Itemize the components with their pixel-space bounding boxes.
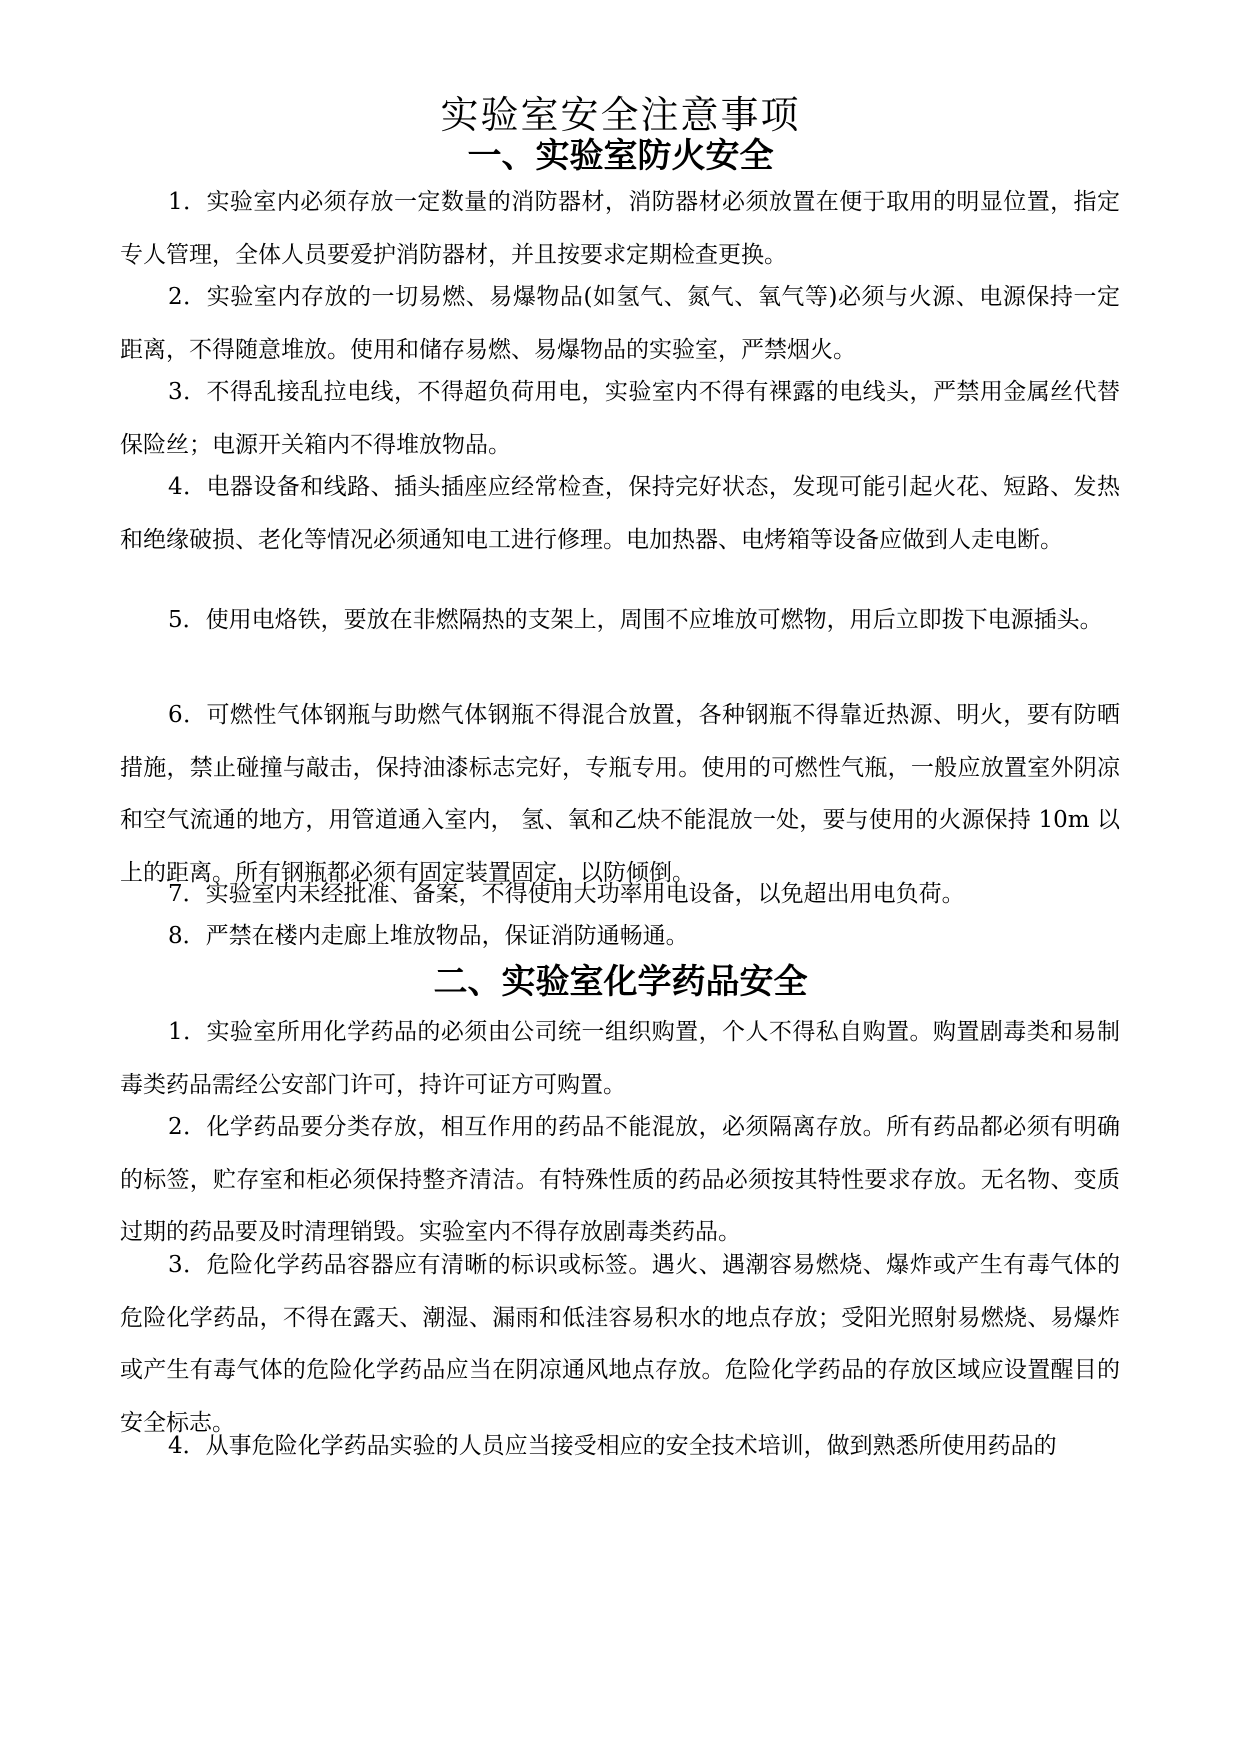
fire-safety-item-3: 3．不得乱接乱拉电线，不得超负荷用电，实验室内不得有裸露的电线头，严禁用金属丝代替保险丝；电源开关箱内不得堆放物品。 xyxy=(120,379,1120,458)
fire-safety-item-4: 4．电器设备和线路、插头插座应经常检查，保持完好状态，发现可能引起火花、短路、发热和绝缘破损、老化等情况必须通知电工进行修理。电加热器、电烤箱等设备应做到人走电断。 xyxy=(120,474,1120,553)
fire-safety-item-6: 6．可燃性气体钢瓶与助燃气体钢瓶不得混合放置，各种钢瓶不得靠近热源、明火，要有防晒措施，禁止碰撞与敲击，保持油漆标志完好，专瓶专用。使用的可燃性气瓶，一般应放置室外阴凉和空气流通的地方，用管道通入室内， 氢、氧和乙炔不能混放一处，要与使用的火源保持 10m 以上的距离。所有钢瓶都必须有固定装置固定，以防倾倒。 xyxy=(120,702,1120,886)
chemical-safety-item-4: 4．从事危险化学药品实验的人员应当接受相应的安全技术培训，做到熟悉所使用药品的 xyxy=(168,1433,1057,1459)
section-heading-fire-safety: 一、实验室防火安全 xyxy=(467,136,774,176)
section-heading-chemical-safety: 二、实验室化学药品安全 xyxy=(433,962,808,1002)
fire-safety-item-8: 8．严禁在楼内走廊上堆放物品，保证消防通畅通。 xyxy=(168,923,689,949)
chemical-safety-item-2: 2．化学药品要分类存放，相互作用的药品不能混放，必须隔离存放。所有药品都必须有明确的标签，贮存室和柜必须保持整齐清洁。有特殊性质的药品必须按其特性要求存放。无名物、变质过期的药品要及时清理销毁。实验室内不得存放剧毒类药品。 xyxy=(120,1114,1120,1245)
chemical-safety-item-3: 3．危险化学药品容器应有清晰的标识或标签。遇火、遇潮容易燃烧、爆炸或产生有毒气体的危险化学药品，不得在露天、潮湿、漏雨和低洼容易积水的地点存放；受阳光照射易燃烧、易爆炸或产生有毒气体的危险化学药品应当在阴凉通风地点存放。危险化学药品的存放区域应设置醒目的安全标志。 xyxy=(120,1252,1120,1436)
document-title: 实验室安全注意事项 xyxy=(440,93,801,137)
fire-safety-item-1: 1．实验室内必须存放一定数量的消防器材，消防器材必须放置在便于取用的明显位置，指定专人管理，全体人员要爱护消防器材，并且按要求定期检查更换。 xyxy=(120,189,1120,268)
fire-safety-item-5: 5．使用电烙铁，要放在非燃隔热的支架上，周围不应堆放可燃物，用后立即拨下电源插头。 xyxy=(168,607,1103,633)
fire-safety-item-2: 2．实验室内存放的一切易燃、易爆物品(如氢气、氮气、氧气等)必须与火源、电源保持一定距离，不得随意堆放。使用和储存易燃、易爆物品的实验室，严禁烟火。 xyxy=(120,284,1120,363)
chemical-safety-item-1: 1．实验室所用化学药品的必须由公司统一组织购置，个人不得私自购置。购置剧毒类和易制毒类药品需经公安部门许可，持许可证方可购置。 xyxy=(120,1019,1120,1098)
fire-safety-item-7: 7．实验室内未经批准、备案，不得使用大功率用电设备，以免超出用电负荷。 xyxy=(168,881,965,907)
